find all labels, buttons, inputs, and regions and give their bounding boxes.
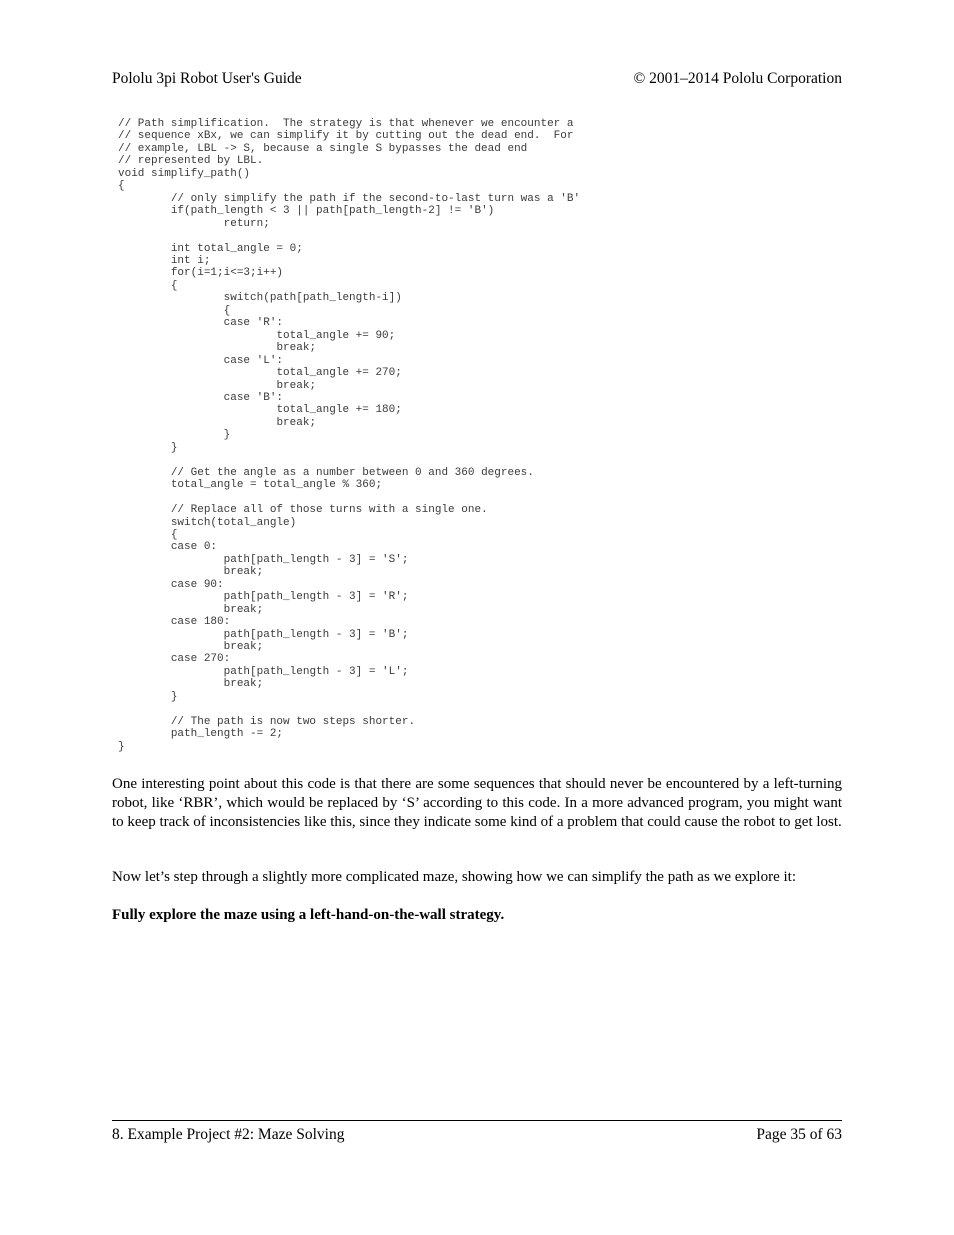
page-header — [112, 70, 842, 90]
section-title: 8. Example Project #2: Maze Solving — [112, 1126, 345, 1143]
body-paragraph-step-through: Now let’s step through a slightly more complicated maze, showing how we can simplify the path as we explore it: — [112, 869, 797, 885]
page-footer — [112, 1126, 842, 1146]
step-heading: Fully explore the maze using a left-hand-on-the-wall strategy. — [112, 907, 505, 923]
page-number: Page 35 of 63 — [756, 1126, 842, 1143]
code-listing: // Path simplification. The strategy is that whenever we encounter a // sequence xBx, we can simplify it by cutting out the dead end. For // example, LBL -> S, because a single S bypasses the dead end // represented by LBL. void simplify_path() { // only simplify the path if the second-to-last turn was a 'B' if(path_length < 3 || path[path_length-2] != 'B') return; int total_angle = 0; int i; for(i=1;i<=3;i++) { switch(path[path_length-i]) { case 'R': total_angle += 90; break; case 'L': total_angle += 270; break; case 'B': total_angle += 180; break; } } // Get the angle as a number between 0 and 360 degrees. total_angle = total_angle % 360; // Replace all of those turns with a single one. switch(total_angle) { case 0: path[path_length - 3] = 'S'; break; case 90: path[path_length - 3] = 'R'; break; case 180: path[path_length - 3] = 'B'; break; case 270: path[path_length - 3] = 'L'; break; } // The path is now two steps shorter. path_length -= 2; } — [118, 118, 581, 753]
document-title: Pololu 3pi Robot User's Guide — [112, 70, 302, 87]
copyright-notice: © 2001–2014 Pololu Corporation — [633, 70, 842, 87]
body-paragraph-inconsistencies: One interesting point about this code is that there are some sequences that should never be encountered by a left-turning robot, like ‘RBR’, which would be replaced by ‘S’ according to this code. In a more advanced program, you might want to keep track of inconsistencies like this, since they indicate some kind of a problem that could cause the robot to get lost. — [112, 776, 842, 830]
footer-divider — [112, 1120, 842, 1121]
